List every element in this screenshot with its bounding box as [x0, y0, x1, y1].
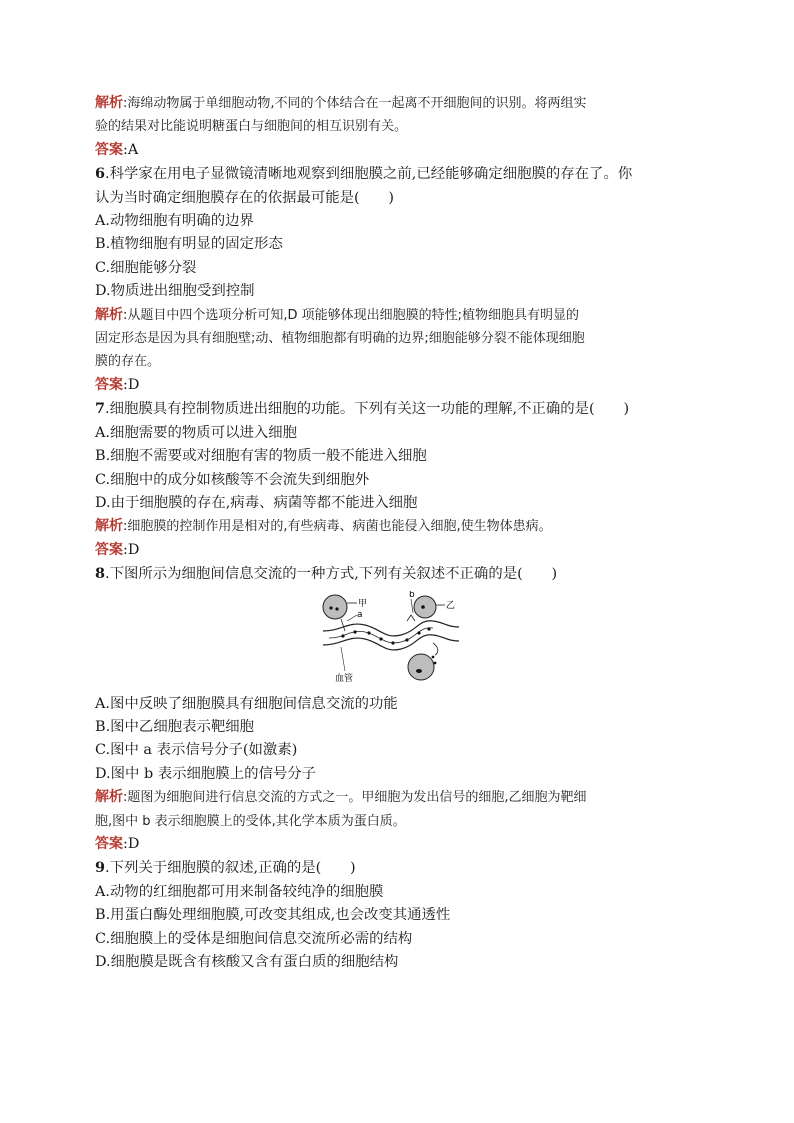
q8-explanation-line2: 胞,图中 b 表示细胞膜上的受体,其化学本质为蛋白质。 — [95, 813, 406, 829]
q9-option-b: B.用蛋白酶处理细胞膜,可改变其组成,也会改变其通透性 — [95, 907, 451, 924]
q6-stem-line2: 认为当时确定细胞膜存在的依据最可能是( ) — [95, 189, 395, 206]
q6-option-b: B.植物细胞有明显的固定形态 — [95, 236, 283, 253]
q8-stem: 8.下图所示为细胞间信息交流的一种方式,下列有关叙述不正确的是( ) — [95, 565, 558, 583]
q7-stem: 7.细胞膜具有控制物质进出细胞的功能。下列有关这一功能的理解,不正确的是( ) — [95, 400, 630, 418]
q9-option-d: D.细胞膜是既含有核酸又含有蛋白质的细胞结构 — [95, 954, 399, 970]
cell-yi — [414, 596, 436, 618]
q7-option-b: B.细胞不需要或对细胞有害的物质一般不能进入细胞 — [95, 448, 427, 465]
q9-option-c: C.细胞膜上的受体是细胞间信息交流所必需的结构 — [95, 930, 413, 947]
vessel-wall-top — [323, 620, 459, 635]
q7-explanation: 解析:细胞膜的控制作用是相对的,有些病毒、病菌也能侵入细胞,使生物体患病。 — [95, 518, 552, 535]
q7-option-c: C.细胞中的成分如核酸等不会流失到细胞外 — [95, 471, 370, 488]
q5-explanation-line1: 解析:海绵动物属于单细胞动物,不同的个体结合在一起离不开细胞间的识别。将两组实 — [95, 95, 587, 111]
q6-option-a: A.动物细胞有明确的边界 — [95, 213, 254, 230]
q8-option-a: A.图中反映了细胞膜具有细胞间信息交流的功能 — [95, 695, 398, 712]
q6-answer: 答案:D — [95, 376, 140, 393]
q9-option-a: A.动物的红细胞都可用来制备较纯净的细胞膜 — [95, 883, 384, 900]
label-b: b — [409, 590, 415, 600]
q8-option-b: B.图中乙细胞表示靶细胞 — [95, 718, 255, 735]
cell-lower — [408, 654, 434, 680]
q5-answer: 答案:A — [95, 141, 139, 158]
q8-answer: 答案:D — [95, 835, 140, 852]
q7-option-a: A.细胞需要的物质可以进入细胞 — [95, 424, 298, 441]
cell-jia — [323, 595, 347, 619]
q6-option-c: C.细胞能够分裂 — [95, 259, 197, 276]
q6-explanation-line3: 膜的存在。 — [95, 354, 161, 370]
q6-option-d: D.物质进出细胞受到控制 — [95, 283, 255, 300]
q8-figure — [95, 591, 703, 691]
q5-explanation-line2: 验的结果对比能说明糖蛋白与细胞间的相互识别有关。 — [95, 119, 408, 135]
q6-stem-line1: 6.科学家在用电子显微镜清晰地观察到细胞膜之前,已经能够确定细胞膜的存在了。你 — [95, 165, 633, 183]
q6-explanation-line1: 解析:从题目中四个选项分析可知,D 项能够体现出细胞膜的特性;植物细胞具有明显的 — [95, 306, 580, 323]
label-jia: 甲 — [358, 598, 368, 609]
q8-explanation-line1: 解析:题图为细胞间进行信息交流的方式之一。甲细胞为发出信号的细胞,乙细胞为靶细 — [95, 789, 587, 806]
label-vessel: 血管 — [335, 673, 354, 684]
q9-stem: 9.下列关于细胞膜的叙述,正确的是( ) — [95, 859, 356, 877]
page-content — [95, 92, 703, 974]
q6-explanation-line2: 固定形态是因为具有细胞壁;动、植物细胞都有明确的边界;细胞能够分裂不能体现细胞 — [95, 331, 585, 347]
signal-molecules — [341, 627, 430, 644]
explanation-label: 解析 — [95, 95, 123, 111]
cell-signal-diagram — [321, 591, 461, 687]
q7-option-d: D.由于细胞膜的存在,病毒、病菌等都不能进入细胞 — [95, 494, 418, 511]
q7-answer: 答案:D — [95, 541, 140, 558]
q8-option-d: D.图中 b 表示细胞膜上的信号分子 — [95, 765, 317, 782]
q8-option-c: C.图中 a 表示信号分子(如激素) — [95, 742, 298, 759]
label-a: a — [357, 609, 363, 620]
label-yi: 乙 — [446, 600, 456, 611]
